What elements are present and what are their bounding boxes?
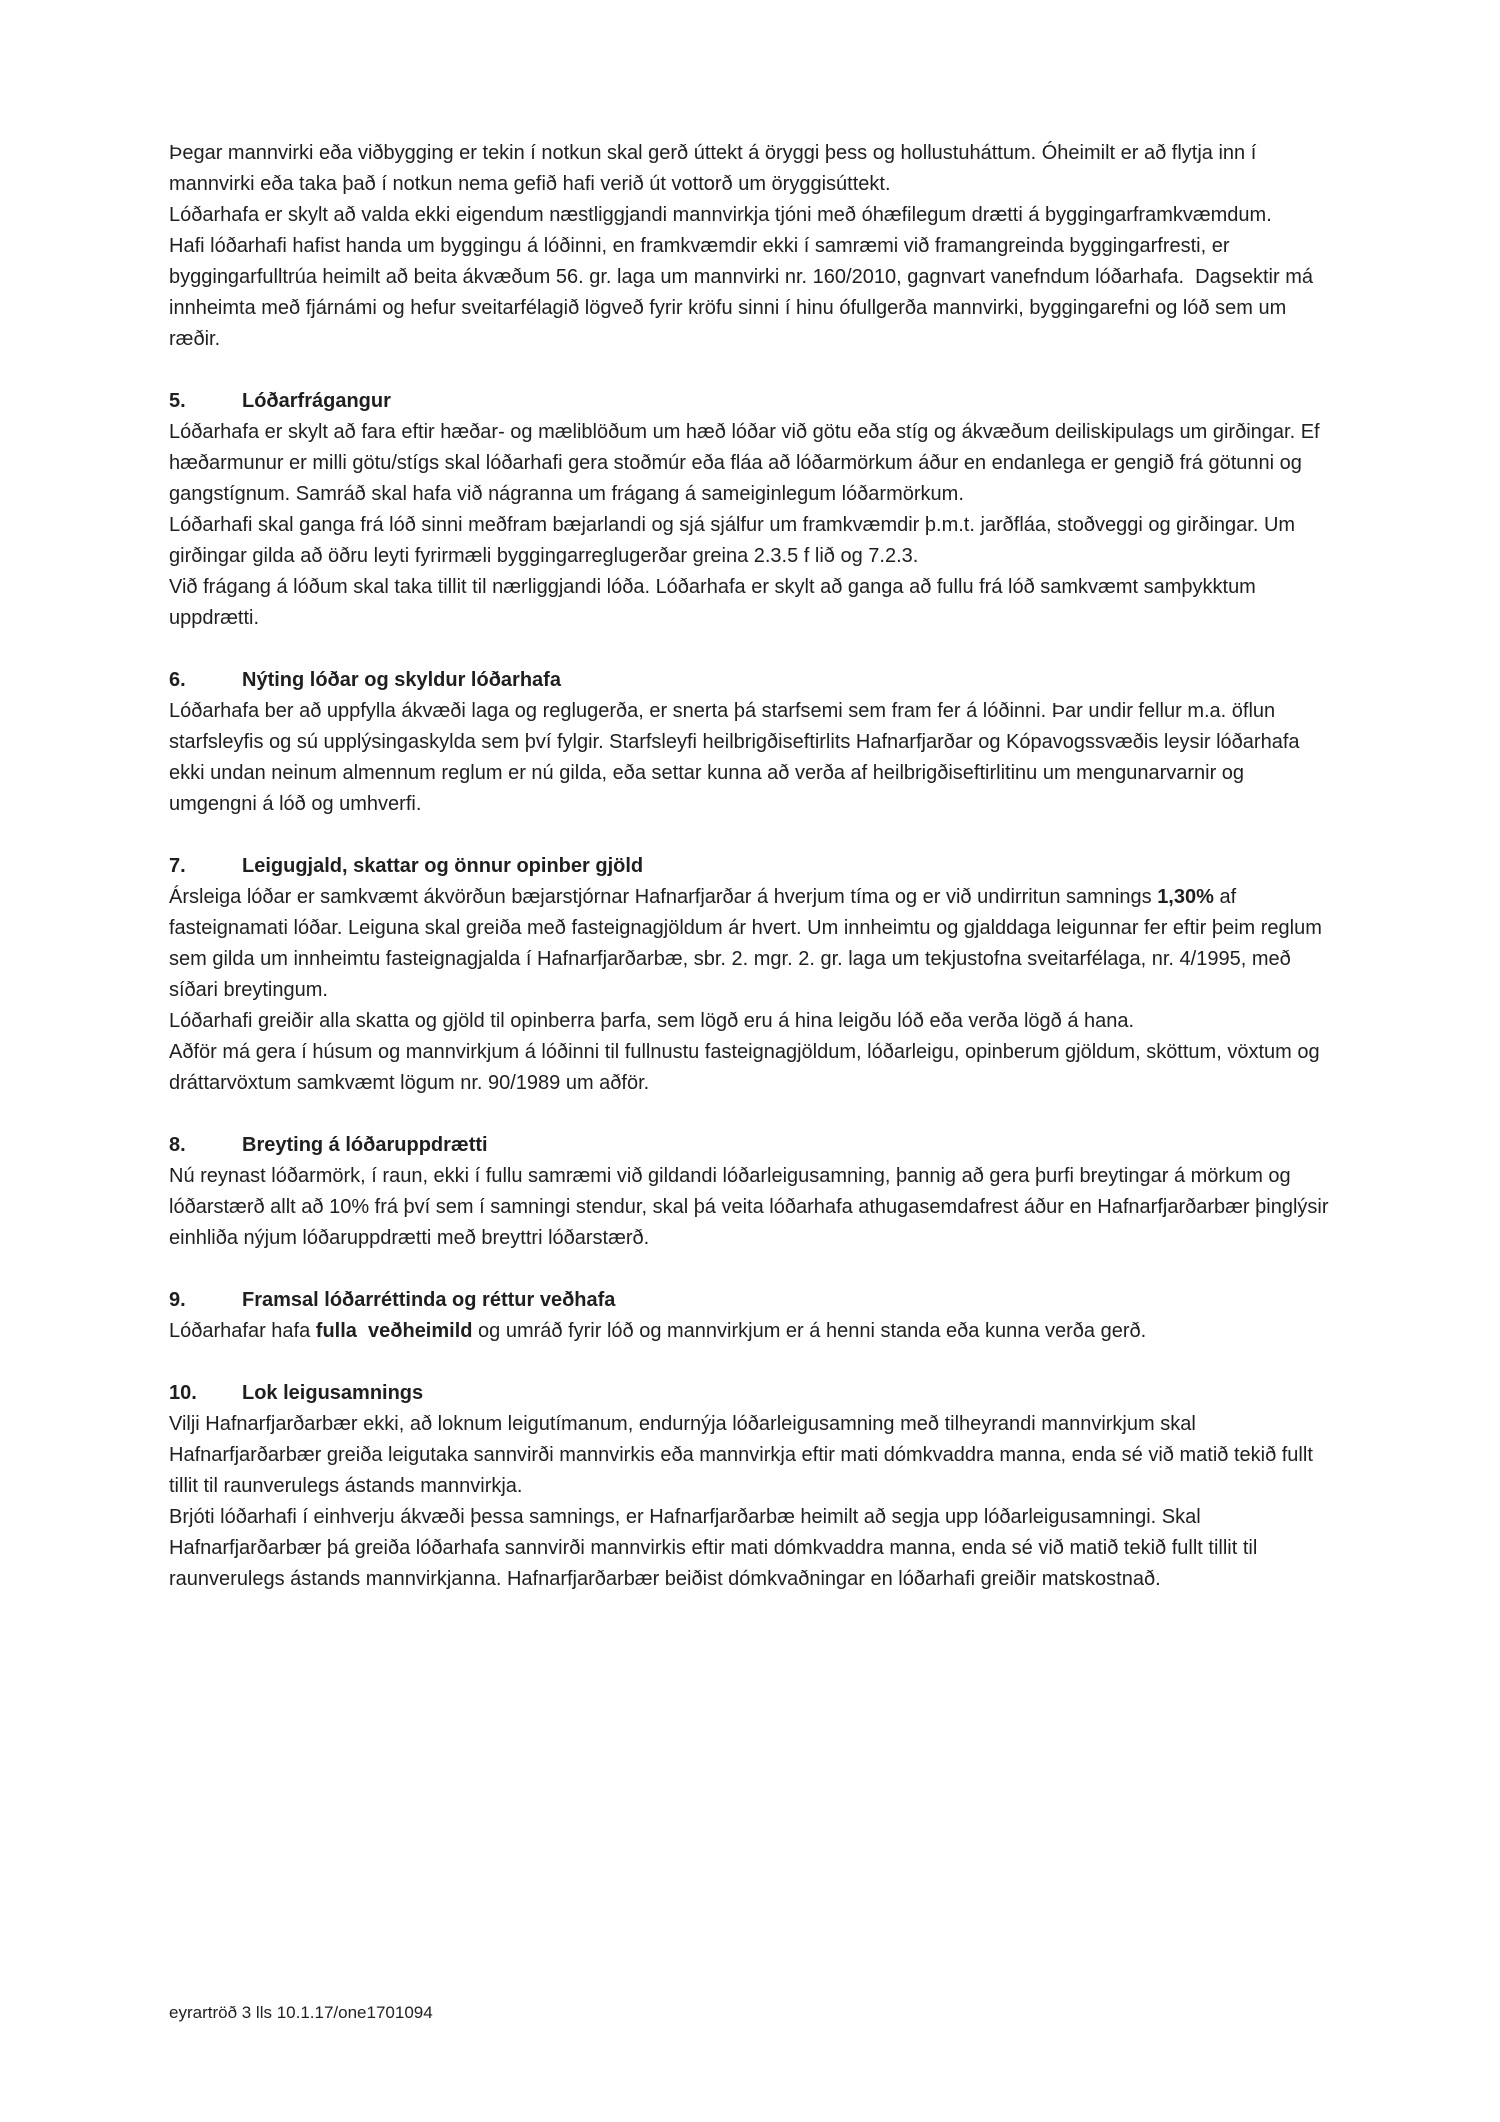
section-title: Framsal lóðarréttinda og réttur veðhafa <box>242 1289 616 1311</box>
text-run: Nú reynast lóðarmörk, í raun, ekki í fullu samræmi við gildandi lóðarleigusamning, þannig að gera þurfi breytingar á mörkum og lóðarstærð allt að 10% frá því sem í samningi stendur, skal þá veita lóðarhafa athugasemdafrest áður en Hafnarfjarðarbær þinglýsir einhliða nýjum lóðaruppdrætti með breyttri lóðarstærð. <box>169 1165 1335 1249</box>
text-run: Lóðarhafa ber að uppfylla ákvæði laga og reglugerða, er snerta þá starfsemi sem fram fer á lóðinni. Þar undir fellur m.a. öflun starfsleyfis og sú upplýsingaskylda sem því fylgir. Starfsleyfi heilbrigðiseftirlits Hafnarfjarðar og Kópavogssvæðis leysir lóðarhafa ekki undan neinum almennum reglum er nú gilda, eða settar kunna að verða af heilbrigðiseftirlitinu um mengunarvarnir og umgengni á lóð og umhverfi. <box>169 700 1306 815</box>
text-run: Lóðarhafa er skylt að fara eftir hæðar- og mæliblöðum um hæð lóðar við götu eða stíg og ákvæðum deiliskipulags um girðingar. Ef hæðarmunur er milli götu/stígs skal lóðarhafi gera stoðmúr eða fláa að lóðarmörkum áður en endanlega er gengið frá götunni og gangstígnum. Samráð skal hafa við nágranna um frágang á sameiginlegum lóðarmörkum. <box>169 421 1326 505</box>
paragraph <box>169 696 1335 820</box>
section-heading <box>169 386 1335 417</box>
text-run: Lóðarhafar hafa <box>169 1320 316 1342</box>
text-run: af fasteignamati lóðar. Leiguna skal greiða með fasteignagjöldum ár hvert. Um innheimtu og gjalddaga leigunnar fer eftir þeim reglum sem gilda um innheimtu fasteignagjalda í Hafnarfjarðarbæ, sbr. 2. mgr. 2. gr. laga um tekjustofna sveitarfélaga, nr. 4/1995, með síðari breytingum. <box>169 886 1328 1001</box>
paragraph <box>169 572 1335 634</box>
text-run: og umráð fyrir lóð og mannvirkjum er á henni standa eða kunna verða gerð. <box>472 1320 1147 1342</box>
paragraph <box>169 138 1335 200</box>
section-heading <box>169 1285 1335 1316</box>
section-number: 6. <box>169 669 186 691</box>
section-title: Breyting á lóðaruppdrætti <box>242 1134 488 1156</box>
text-run: Við frágang á lóðum skal taka tillit til nærliggjandi lóða. Lóðarhafa er skylt að ganga að fullu frá lóð samkvæmt samþykktum uppdrætti. <box>169 576 1262 629</box>
section-heading <box>169 1378 1335 1409</box>
section-number: 5. <box>169 390 186 412</box>
paragraph <box>169 510 1335 572</box>
section-heading <box>169 1130 1335 1161</box>
paragraph <box>169 1161 1335 1254</box>
text-run: Brjóti lóðarhafi í einhverju ákvæði þessa samnings, er Hafnarfjarðarbæ heimilt að segja upp lóðarleigusamningi. Skal Hafnarfjarðarbær þá greiða lóðarhafa sannvirði mannvirkis eftir mati dómkvaddra manna, enda sé við matið tekið fullt tillit til raunverulegs ástands mannvirkjanna. Hafnarfjarðarbær beiðist dómkvaðningar en lóðarhafi greiðir matskostnað. <box>169 1506 1263 1590</box>
section-title: Leigugjald, skattar og önnur opinber gjöld <box>242 855 644 877</box>
text-run: Þegar mannvirki eða viðbygging er tekin í notkun skal gerð úttekt á öryggi þess og hollustuháttum. Óheimilt er að flytja inn í mannvirki eða taka það í notkun nema gefið hafi verið út vottorð um öryggisúttekt. <box>169 142 1262 195</box>
section-title: Nýting lóðar og skyldur lóðarhafa <box>242 669 561 691</box>
text-run: Hafi lóðarhafi hafist handa um byggingu á lóðinni, en framkvæmdir ekki í samræmi við framangreinda byggingarfresti, er byggingarfulltrúa heimilt að beita ákvæðum 56. gr. laga um mannvirki nr. 160/2010, gagnvart vanefndum lóðarhafa. Dagsektir má innheimta með fjárnámi og hefur sveitarfélagið lögveð fyrir kröfu sinni í hinu ófullgerða mannvirki, byggingarefni og lóð sem um ræðir. <box>169 235 1319 350</box>
section-number: 8. <box>169 1134 186 1156</box>
paragraph <box>169 417 1335 510</box>
text-run: Lóðarhafa er skylt að valda ekki eigendum næstliggjandi mannvirkja tjóni með óhæfilegum drætti á byggingarframkvæmdum. <box>169 204 1272 226</box>
section-number: 10. <box>169 1382 197 1404</box>
paragraph <box>169 200 1335 231</box>
page-footer: eyrartröð 3 lls 10.1.17/one1701094 <box>169 2003 433 2022</box>
text-run: Lóðarhafi skal ganga frá lóð sinni meðfram bæjarlandi og sjá sjálfur um framkvæmdir þ.m.t. jarðfláa, stoðveggi og girðingar. Um girðingar gilda að öðru leyti fyrirmæli byggingarreglugerðar greina 2.3.5 f lið og 7.2.3. <box>169 514 1301 567</box>
text-run: Aðför má gera í húsum og mannvirkjum á lóðinni til fullnustu fasteignagjöldum, lóðarleigu, opinberum gjöldum, sköttum, vöxtum og dráttarvöxtum samkvæmt lögum nr. 90/1989 um aðför. <box>169 1041 1326 1094</box>
paragraph <box>169 1006 1335 1037</box>
bold-text-run: fulla veðheimild <box>315 1320 473 1342</box>
text-run: Vilji Hafnarfjarðarbær ekki, að loknum leigutímanum, endurnýja lóðarleigusamning með tilheyrandi mannvirkjum skal Hafnarfjarðarbær greiða leigutaka sannvirði mannvirkis eða mannvirkja eftir mati dómkvaddra manna, enda sé við matið tekið fullt tillit til raunverulegs ástands mannvirkja. <box>169 1413 1319 1497</box>
paragraph <box>169 1316 1335 1347</box>
section-heading <box>169 851 1335 882</box>
paragraph <box>169 231 1335 355</box>
document-body <box>169 138 1335 1595</box>
section-number: 7. <box>169 855 186 877</box>
text-run: Lóðarhafi greiðir alla skatta og gjöld til opinberra þarfa, sem lögð eru á hina leigðu lóð eða verða lögð á hana. <box>169 1010 1135 1032</box>
section-title: Lok leigusamnings <box>242 1382 424 1404</box>
paragraph <box>169 1037 1335 1099</box>
paragraph <box>169 1502 1335 1595</box>
paragraph <box>169 1409 1335 1502</box>
bold-text-run: 1,30% <box>1157 886 1214 908</box>
section-title: Lóðarfrágangur <box>242 390 391 412</box>
paragraph <box>169 882 1335 1006</box>
section-number: 9. <box>169 1289 186 1311</box>
text-run: Ársleiga lóðar er samkvæmt ákvörðun bæjarstjórnar Hafnarfjarðar á hverjum tíma og er við undirritun samnings <box>169 886 1158 908</box>
section-heading <box>169 665 1335 696</box>
